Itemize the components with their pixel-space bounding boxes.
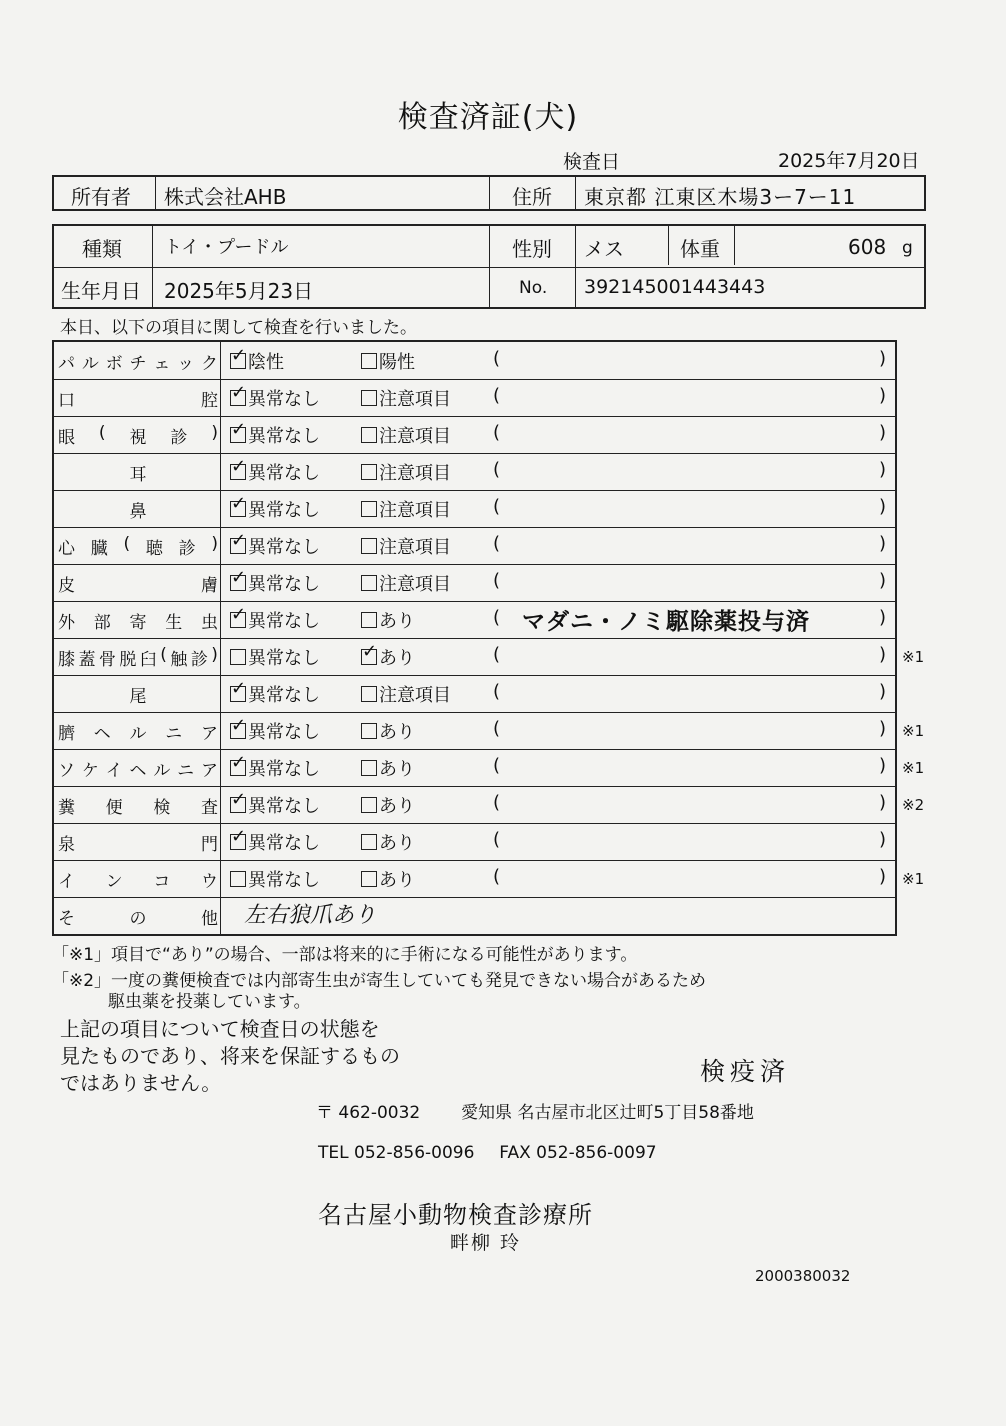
- checked-box-icon[interactable]: [230, 797, 246, 813]
- footnote-2-line1: 「※2」一度の糞便検査では内部寄生虫が寄生していても発見できない場合があるため: [52, 971, 707, 991]
- option-normal: [230, 829, 320, 855]
- option-normal: [230, 422, 320, 448]
- option-abnormal: [361, 755, 415, 781]
- weight-value: 608: [848, 235, 887, 259]
- check-item-label: パ ル ボ チ ェ ッ ク: [58, 354, 218, 374]
- other-row: [54, 897, 895, 934]
- option-normal: [230, 792, 320, 818]
- check-row: [54, 416, 895, 453]
- option-label: 異常なし: [248, 685, 320, 706]
- option-label: 異常なし: [248, 389, 320, 410]
- owner-table: [52, 175, 926, 211]
- checked-box-icon[interactable]: [230, 686, 246, 702]
- option-label: 異常なし: [248, 426, 320, 447]
- check-row: [54, 712, 925, 749]
- paren-close: ): [879, 385, 887, 406]
- checked-box-icon[interactable]: [230, 612, 246, 628]
- option-label: 異常なし: [248, 759, 320, 780]
- sex-value: メス: [584, 237, 624, 261]
- paren-open: (: [493, 459, 501, 480]
- address-value: 東京都 江東区木場3ー7ー11: [584, 185, 857, 209]
- checkbox-icon[interactable]: [361, 501, 377, 517]
- option-abnormal: [361, 570, 451, 596]
- check-item-label: 臍 ヘ ル ニ ア: [58, 724, 218, 744]
- option-normal: [230, 681, 320, 707]
- paren-open: (: [493, 607, 501, 628]
- check-row: [54, 490, 895, 527]
- pet-table: [52, 224, 926, 309]
- clinic-contact: [318, 1143, 657, 1163]
- owner-value: 株式会社AHB: [164, 185, 287, 209]
- checkbox-icon[interactable]: [361, 686, 377, 702]
- paren-close: ): [879, 607, 887, 628]
- checkbox-icon[interactable]: [361, 612, 377, 628]
- sex-label: 性別: [512, 237, 552, 261]
- option-label: 注意項目: [379, 389, 451, 410]
- check-row: [54, 786, 925, 823]
- checked-box-icon[interactable]: [230, 390, 246, 406]
- check-item-label: 糞 便 検 査: [58, 798, 218, 818]
- checkbox-icon[interactable]: [230, 871, 246, 887]
- check-item-label: 膝 蓋 骨 脱 臼 ( 触 診 ): [58, 645, 218, 670]
- paren-close: ): [879, 496, 887, 517]
- option-normal: [230, 533, 320, 559]
- disclaimer-line: 見たものであり、将来を保証するもの: [60, 1044, 400, 1068]
- option-normal: [230, 570, 320, 596]
- weight-label: 体重: [680, 237, 720, 261]
- option-label: 異常なし: [248, 463, 320, 484]
- option-abnormal: [361, 533, 451, 559]
- check-item-label: 外 部 寄 生 虫: [58, 613, 218, 633]
- check-row: [54, 453, 895, 490]
- no-value: 392145001443443: [584, 276, 766, 298]
- paren-open: (: [493, 422, 501, 443]
- option-abnormal: [361, 681, 451, 707]
- option-label: 注意項目: [379, 426, 451, 447]
- check-row: [54, 601, 895, 638]
- checkbox-icon[interactable]: [361, 760, 377, 776]
- option-normal: [230, 644, 320, 670]
- option-abnormal: [361, 718, 415, 744]
- checkbox-icon[interactable]: [361, 575, 377, 591]
- option-label: 注意項目: [379, 685, 451, 706]
- check-item-label: 皮 膚: [58, 576, 218, 596]
- option-label: あり: [379, 870, 415, 891]
- breed-label: 種類: [82, 237, 122, 261]
- check-row: [54, 749, 925, 786]
- checked-box-icon[interactable]: [230, 760, 246, 776]
- option-abnormal: [361, 422, 451, 448]
- option-label: あり: [379, 796, 415, 817]
- option-normal: [230, 607, 320, 633]
- option-abnormal: [361, 792, 415, 818]
- checked-box-icon[interactable]: [230, 464, 246, 480]
- birth-value: 2025年5月23日: [164, 279, 314, 303]
- paren-open: (: [493, 533, 501, 554]
- option-label: 注意項目: [379, 500, 451, 521]
- disclaimer-line: ではありません。: [60, 1071, 222, 1095]
- option-normal: [230, 348, 284, 374]
- paren-open: (: [493, 496, 501, 517]
- check-item-label: 鼻: [129, 502, 147, 522]
- clinic-name: 名古屋小動物検査診療所: [318, 1201, 593, 1229]
- serial-number: 2000380032: [755, 1267, 851, 1285]
- option-abnormal: [361, 607, 415, 633]
- address-text: 愛知県 名古屋市北区辻町5丁目58番地: [461, 1103, 754, 1123]
- check-row: [54, 527, 895, 564]
- doctor-name: 畔柳 玲: [450, 1232, 522, 1254]
- option-abnormal: [361, 348, 415, 374]
- checkbox-icon[interactable]: [361, 427, 377, 443]
- page-title: 検査済証(犬): [397, 100, 579, 135]
- option-label: 異常なし: [248, 500, 320, 521]
- other-label: そ の 他: [58, 909, 218, 929]
- option-label: 異常なし: [248, 722, 320, 743]
- paren-close: ): [879, 792, 887, 813]
- tel-number: TEL 052-856-0096: [318, 1143, 475, 1163]
- paren-close: ): [879, 422, 887, 443]
- checked-box-icon[interactable]: [230, 501, 246, 517]
- paren-open: (: [493, 385, 501, 406]
- clinic-address: [316, 1098, 754, 1123]
- check-item-label: 心 臓 ( 聴 診 ): [58, 534, 218, 559]
- quarantine-stamp: 検疫済: [700, 1057, 791, 1086]
- footnote-mark: ※1: [902, 870, 925, 888]
- option-abnormal: [361, 866, 415, 892]
- option-label: あり: [379, 833, 415, 854]
- check-item-label: ソ ケ イ ヘ ル ニ ア: [58, 761, 218, 781]
- checkbox-icon[interactable]: [361, 390, 377, 406]
- option-abnormal: [361, 385, 451, 411]
- address-label: 住所: [512, 185, 552, 209]
- check-row: [54, 564, 895, 601]
- paren-close: ): [879, 533, 887, 554]
- option-label: 異常なし: [248, 796, 320, 817]
- option-normal: [230, 459, 320, 485]
- option-label: あり: [379, 648, 415, 669]
- inspection-date-value: 2025年7月20日: [778, 150, 920, 172]
- option-label: 注意項目: [379, 463, 451, 484]
- check-table: [52, 340, 925, 936]
- paren-close: ): [879, 829, 887, 850]
- footnote-mark: ※1: [902, 759, 925, 777]
- option-normal: [230, 496, 320, 522]
- option-normal: [230, 866, 320, 892]
- option-label: 異常なし: [248, 870, 320, 891]
- paren-close: ): [879, 681, 887, 702]
- option-abnormal: [361, 829, 415, 855]
- intro-text: 本日、以下の項目に関して検査を行いました。: [60, 318, 417, 338]
- paren-open: (: [493, 792, 501, 813]
- option-label: 異常なし: [248, 611, 320, 632]
- footnote-mark: ※1: [902, 722, 925, 740]
- option-label: 異常なし: [248, 833, 320, 854]
- owner-label: 所有者: [71, 185, 131, 209]
- option-label: 陽性: [379, 352, 415, 373]
- paren-close: ): [879, 348, 887, 369]
- option-label: 注意項目: [379, 574, 451, 595]
- option-label: あり: [379, 611, 415, 632]
- check-item-label: 尾: [129, 687, 147, 707]
- checkbox-icon[interactable]: [361, 797, 377, 813]
- weight-unit: g: [902, 238, 913, 258]
- birth-label: 生年月日: [61, 279, 141, 303]
- check-item-label: 眼 ( 視 診 ): [58, 423, 218, 448]
- checkbox-icon[interactable]: [361, 464, 377, 480]
- option-normal: [230, 385, 320, 411]
- paren-close: ): [879, 755, 887, 776]
- paren-close: ): [879, 718, 887, 739]
- option-label: 異常なし: [248, 574, 320, 595]
- check-item-label: 耳: [129, 465, 147, 485]
- checkbox-icon[interactable]: [361, 834, 377, 850]
- option-normal: [230, 718, 320, 744]
- footnote-2-line2: 駆虫薬を投薬しています。: [108, 992, 311, 1012]
- breed-value: トイ・プードル: [164, 237, 289, 258]
- check-item-label: イ ン コ ウ: [58, 872, 218, 892]
- checked-box-icon[interactable]: [230, 353, 246, 369]
- check-row: [54, 823, 895, 860]
- paren-open: (: [493, 644, 501, 665]
- inspection-date-label: 検査日: [563, 151, 621, 173]
- checked-box-icon[interactable]: [230, 575, 246, 591]
- checkbox-icon[interactable]: [361, 871, 377, 887]
- footnote-1: 「※1」項目で“あり”の場合、一部は将来的に手術になる可能性があります。: [52, 945, 638, 965]
- paren-open: (: [493, 348, 501, 369]
- footnote-mark: ※1: [902, 648, 925, 666]
- checked-box-icon[interactable]: [230, 427, 246, 443]
- paren-open: (: [493, 829, 501, 850]
- footnote-mark: ※2: [902, 796, 925, 814]
- option-label: 注意項目: [379, 537, 451, 558]
- disclaimer: [60, 1016, 400, 1097]
- check-row: [54, 342, 895, 379]
- check-row: [54, 675, 895, 712]
- paren-close: ): [879, 866, 887, 887]
- check-note: マダニ・ノミ駆除薬投与済: [522, 609, 810, 635]
- option-label: あり: [379, 722, 415, 743]
- option-abnormal: [361, 644, 415, 670]
- no-label: No.: [519, 278, 548, 298]
- paren-open: (: [493, 866, 501, 887]
- check-row: [54, 379, 895, 416]
- option-label: あり: [379, 759, 415, 780]
- option-normal: [230, 755, 320, 781]
- check-row: [54, 860, 925, 897]
- checked-box-icon[interactable]: [230, 538, 246, 554]
- option-abnormal: [361, 496, 451, 522]
- option-abnormal: [361, 459, 451, 485]
- paren-close: ): [879, 644, 887, 665]
- check-item-label: 口 腔: [58, 391, 218, 411]
- checkbox-icon[interactable]: [361, 538, 377, 554]
- paren-close: ): [879, 570, 887, 591]
- option-label: 異常なし: [248, 537, 320, 558]
- disclaimer-line: 上記の項目について検査日の状態を: [60, 1017, 380, 1041]
- paren-open: (: [493, 755, 501, 776]
- checkbox-icon[interactable]: [361, 723, 377, 739]
- check-item-label: 泉 門: [58, 835, 218, 855]
- paren-open: (: [493, 570, 501, 591]
- checkbox-icon[interactable]: [230, 649, 246, 665]
- checked-box-icon[interactable]: [361, 649, 377, 665]
- checked-box-icon[interactable]: [230, 723, 246, 739]
- checkbox-icon[interactable]: [361, 353, 377, 369]
- fax-number: FAX 052-856-0097: [499, 1143, 657, 1163]
- checked-box-icon[interactable]: [230, 834, 246, 850]
- postal-code: 〒 462-0032: [316, 1103, 421, 1123]
- option-label: 異常なし: [248, 648, 320, 669]
- check-row: [54, 638, 925, 675]
- paren-close: ): [879, 459, 887, 480]
- handwritten-note: 左右狼爪あり: [244, 903, 377, 928]
- paren-open: (: [493, 681, 501, 702]
- option-label: 陰性: [248, 352, 284, 373]
- paren-open: (: [493, 718, 501, 739]
